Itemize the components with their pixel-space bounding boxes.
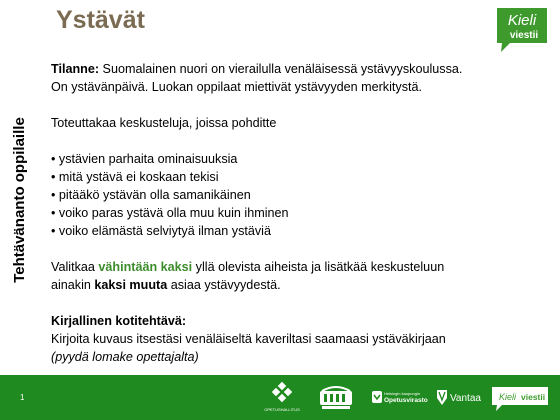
opetusvirasto-logo xyxy=(370,381,428,413)
choose-bold: kaksi muuta xyxy=(94,278,168,292)
tilanne-label: Tilanne: xyxy=(51,62,100,76)
instruction-text: Toteuttakaa keskusteluja, joissa pohditte xyxy=(51,116,277,130)
slide-content xyxy=(51,60,521,366)
slide-title: Ystävät xyxy=(56,6,145,34)
choose-highlight: vähintään kaksi xyxy=(98,260,193,274)
opetushallitus-text: OPETUSHALLITUS xyxy=(264,407,300,412)
homework-heading-text: Kirjallinen kotitehtävä: xyxy=(51,314,187,328)
logo-top-line1: Kieli xyxy=(507,12,537,29)
vantaa-logo xyxy=(434,381,484,413)
topic-list xyxy=(51,150,521,240)
opetusvirasto-text: Opetusvirasto xyxy=(384,397,428,404)
side-label: Tehtävänanto oppilaille xyxy=(11,117,28,283)
topic-item: • voiko elämästä selviytyä ilman ystäviä xyxy=(51,224,271,238)
tilanne-text: Suomalainen nuori on vierailulla venäläisessä ystävyyskoulussa. xyxy=(99,62,463,76)
choose-text-a: Valitkaa xyxy=(51,260,99,274)
choose-text-b: yllä olevista aiheista ja lisätkää keskusteluun xyxy=(192,260,445,274)
tilanne-line2: On ystävänpäivä. Luokan oppilaat miettivät ystävyyden merkitystä. xyxy=(51,80,422,94)
topic-item: • ystävien parhaita ominaisuuksia xyxy=(51,152,238,166)
kieli-viestii-logo-top xyxy=(494,5,550,55)
topic-item: • voiko paras ystävä olla muu kuin ihminen xyxy=(51,206,289,220)
footer-kieli-text: Kieli xyxy=(499,392,517,402)
footer-bar xyxy=(0,375,560,420)
choose-text-d: asiaa ystävyydestä. xyxy=(167,278,281,292)
logo-top-line2: viestii xyxy=(509,30,539,41)
choose-line1 xyxy=(51,258,521,276)
topic-item: • mitä ystävä ei koskaan tekisi xyxy=(51,170,219,184)
homework-heading xyxy=(51,312,521,330)
choose-text-c: ainakin xyxy=(51,278,95,292)
homework-line2 xyxy=(51,348,521,366)
opetushallitus-logo xyxy=(262,381,302,413)
opetusvirasto-small-text: Helsingin kaupungin xyxy=(384,391,421,396)
kieli-viestii-logo-footer xyxy=(490,381,550,413)
tilanne-paragraph xyxy=(51,60,521,78)
footer-viestii-text: viestii xyxy=(521,392,546,402)
page-number: 1 xyxy=(20,393,25,402)
choose-line2 xyxy=(51,276,521,294)
homework-note: (pyydä lomake opettajalta) xyxy=(51,350,199,364)
emblem-logo xyxy=(316,381,356,413)
homework-line1: Kirjoita kuvaus itsestäsi venäläiseltä kaveriltasi saamaasi ystäväkirjaan xyxy=(51,332,446,346)
topic-item: • pitääkö ystävän olla samanikäinen xyxy=(51,188,251,202)
vantaa-text: Vantaa xyxy=(450,393,481,404)
